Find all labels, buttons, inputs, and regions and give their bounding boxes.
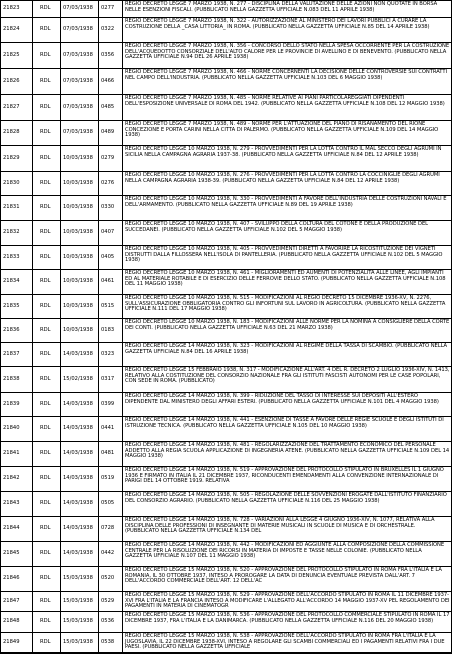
cell-text xyxy=(123,69,452,94)
type-text: RDL xyxy=(40,326,51,333)
cell-text xyxy=(123,567,452,591)
page-text: 0536 xyxy=(101,618,115,625)
text-text: REGIO DECRETO LEGGE 10 MARZO 1938, N. 279 - PROVVEDIMENTI PER LA LOTTA CONTRO IL MAL SECCO DEGLI AGRUMI IN SICILIA NELLA CAMPAGNA AGRARIA 1937-38. (PUBBLICATO NELLA GAZZETTA UFFICIALE N.84 DEL 12 APRILE 1938) xyxy=(125,146,442,158)
cell-num xyxy=(0,343,33,366)
text-text: REGIO DECRETO LEGGE 15 MARZO 1938, N. 538 - APPROVAZIONE DELL'ACCORDO STIPULATO IN ROMA FRA L'ITALIA E LA JUGOSLAVIA, IL 22 DICEMBRE 1938-XVI, INTESO A REGOLARE GLI SCAMBI COMMERCIALI ED I PAGAMENTI RELATIVI FRA I DUE PAESI. (PUBBLICATO NELLA GAZZETTA UFFICIALE xyxy=(125,633,445,651)
cell-num xyxy=(0,442,33,466)
cell-text xyxy=(123,95,452,120)
num-text: 21834 xyxy=(3,278,20,285)
page-text: 0505 xyxy=(101,500,115,507)
date-text: 10/03/1938 xyxy=(63,302,93,309)
cell-text xyxy=(123,343,452,366)
cell-num xyxy=(0,517,33,541)
cell-type xyxy=(33,592,61,611)
cell-page xyxy=(99,612,123,632)
date-text: 14/03/1938 xyxy=(63,475,93,482)
page-text: 0183 xyxy=(101,326,115,333)
cell-num xyxy=(0,1,33,17)
cell-date xyxy=(61,517,99,541)
table-row xyxy=(0,441,452,466)
num-text: 21843 xyxy=(3,500,20,507)
cell-date xyxy=(61,221,99,245)
table-row xyxy=(0,491,452,516)
date-text: 15/03/1938 xyxy=(63,597,93,604)
cell-page xyxy=(99,69,123,94)
num-text: 21848 xyxy=(3,618,20,625)
page-text: 0485 xyxy=(101,103,115,110)
cell-page xyxy=(99,270,123,294)
cell-date xyxy=(61,69,99,94)
cell-date xyxy=(61,492,99,516)
cell-type xyxy=(33,567,61,591)
cell-text xyxy=(123,172,452,195)
cell-num xyxy=(0,221,33,245)
table-row xyxy=(0,392,452,416)
cell-num xyxy=(0,633,33,652)
text-text: REGIO DECRETO LEGGE 7 MARZO 1938, N. 356 - CONCORSO DELLO STATO NELLA SPESA OCCORRENTE PER LA COSTRUZIONE DELL'ACQUEDOTTO CONSORZIALE DELL'ALTO CALORE PER LE PROVINCIE DI AVELLINO E DI BENEVENTO. (PUBBLICATO NELLA GAZZETTA UFFICIALE N.94 DEL 26 APRILE 1938) xyxy=(125,43,450,61)
page-text: 0515 xyxy=(101,302,115,309)
page-text: 0407 xyxy=(101,229,115,236)
cell-num xyxy=(0,467,33,491)
date-text: 10/03/1938 xyxy=(63,179,93,186)
cell-page xyxy=(99,295,123,318)
cell-text xyxy=(123,196,452,220)
cell-type xyxy=(33,172,61,195)
cell-type xyxy=(33,467,61,491)
text-text: REGIO DECRETO LEGGE 10 MARZO 1938, N. 330 - PROVVEDIMENTI A FAVORE DELL'INDUSTRIA DELLE COSTRUZIONI NAVALI E DELL'ARMAMENTO. (PUBBLICATO NELLA GAZZETTA UFFICIALE N.89 DEL 19 APRILE 1938) xyxy=(125,196,447,208)
cell-type xyxy=(33,367,61,392)
text-text: REGIO DECRETO LEGGE 14 MARZO 1938, N. 399 - RIDUZIONE DEL TASSO DI INTERESSE SUI DEPOSITI ALL'ESTERO DIPENDENTE DAL MINISTERO DEGLI AFFARI ESTERI. (PUBBLICATO NELLA GAZZETTA UFFICIALE N.101 DEL 4 MAGGIO 1938) xyxy=(125,393,439,405)
cell-type xyxy=(33,18,61,42)
cell-page xyxy=(99,417,123,441)
cell-type xyxy=(33,69,61,94)
page-text: 0399 xyxy=(101,400,115,407)
text-text: REGIO DECRETO LEGGE 14 MARZO 1938, N. 505 - REGOLAZIONE DELLE SOVVENZIONI EROGATE DALL'ISTITUTO FINANZIARIO DEL CONSORZIO AGRARIO. (PUBBLICATO NELLA GAZZETTA UFFICIALE N.116 DEL 25 MAGGIO 1938) xyxy=(125,492,447,504)
page-text: 0538 xyxy=(101,638,115,645)
cell-text xyxy=(123,492,452,516)
cell-date xyxy=(61,95,99,120)
table-row xyxy=(0,591,452,611)
page-text: 0322 xyxy=(101,26,115,33)
cell-date xyxy=(61,567,99,591)
table-row xyxy=(0,245,452,269)
date-text: 07/03/1938 xyxy=(63,26,93,33)
table-row xyxy=(0,120,452,145)
date-text: 14/03/1938 xyxy=(63,450,93,457)
table-row xyxy=(0,171,452,195)
num-text: 21825 xyxy=(3,51,20,58)
cell-text xyxy=(123,393,452,416)
table-row xyxy=(0,632,452,652)
table-row xyxy=(0,195,452,220)
date-text: 10/03/1938 xyxy=(63,278,93,285)
num-text: 21846 xyxy=(3,575,20,582)
num-text: 21837 xyxy=(3,350,20,357)
cell-page xyxy=(99,221,123,245)
cell-num xyxy=(0,146,33,171)
cell-type xyxy=(33,221,61,245)
num-text: 21828 xyxy=(3,129,20,136)
cell-type xyxy=(33,196,61,220)
cell-date xyxy=(61,319,99,342)
cell-type xyxy=(33,295,61,318)
cell-type xyxy=(33,43,61,68)
table-row xyxy=(0,220,452,245)
cell-type xyxy=(33,542,61,566)
type-text: RDL xyxy=(40,350,51,357)
cell-date xyxy=(61,367,99,392)
text-text: REGIO DECRETO LEGGE 7 MARZO 1938, N. 489 - NORME PER L'ATTUAZIONE DEL PIANO DI RISANAMENTO DEL RIONE CONCEZIONE E PORTA CARINI NELLA CITTA DI PALERMO. (PUBBLICATO NELLA GAZZETTA UFFICIALE N.109 DEL 14 MAGGIO 1938) xyxy=(125,121,439,139)
num-text: 21840 xyxy=(3,425,20,432)
num-text: 21826 xyxy=(3,77,20,84)
cell-type xyxy=(33,612,61,632)
cell-date xyxy=(61,612,99,632)
cell-date xyxy=(61,246,99,269)
cell-num xyxy=(0,246,33,269)
cell-num xyxy=(0,567,33,591)
text-text: REGIO DECRETO LEGGE 15 MARZO 1938, N. 529 - APPROVAZIONE DELL'ACCORDO STIPULATO IN ROMA IL 11 DICEMBRE 1937-XVI FRA L'ITALIA E LA FRANCIA INTESO A MODIFICARE L'ALLEGATO ALL'ACCORDO 14 MAGGIO 1937-XV PEL REGOLAMENTO DEI PAGAMENTI IN MATERIA DI CINEMATOGR xyxy=(125,592,450,610)
cell-date xyxy=(61,172,99,195)
cell-page xyxy=(99,1,123,17)
table-row xyxy=(0,416,452,441)
date-text: 14/03/1938 xyxy=(63,400,93,407)
table-row xyxy=(0,94,452,120)
type-text: RDL xyxy=(40,77,51,84)
cell-text xyxy=(123,612,452,632)
type-text: RDL xyxy=(40,179,51,186)
type-text: RDL xyxy=(40,103,51,110)
page-text: 0279 xyxy=(101,154,115,161)
cell-date xyxy=(61,442,99,466)
cell-page xyxy=(99,467,123,491)
cell-text xyxy=(123,367,452,392)
type-text: RDL xyxy=(40,425,51,432)
page-text: 0441 xyxy=(101,425,115,432)
cell-date xyxy=(61,121,99,145)
table-row xyxy=(0,566,452,591)
cell-page xyxy=(99,367,123,392)
cell-page xyxy=(99,343,123,366)
cell-page xyxy=(99,246,123,269)
cell-date xyxy=(61,592,99,611)
cell-type xyxy=(33,343,61,366)
type-text: RDL xyxy=(40,597,51,604)
cell-text xyxy=(123,319,452,342)
cell-num xyxy=(0,270,33,294)
page-text: 0529 xyxy=(101,597,115,604)
date-text: 10/03/1938 xyxy=(63,253,93,260)
cell-num xyxy=(0,367,33,392)
page-text: 0489 xyxy=(101,129,115,136)
cell-num xyxy=(0,612,33,632)
cell-num xyxy=(0,295,33,318)
page-text: 0277 xyxy=(101,5,115,12)
page-text: 0356 xyxy=(101,51,115,58)
cell-page xyxy=(99,95,123,120)
table-row xyxy=(0,145,452,171)
cell-page xyxy=(99,43,123,68)
num-text: 21844 xyxy=(3,525,20,532)
cell-page xyxy=(99,393,123,416)
text-text: REGIO DECRETO LEGGE 10 MARZO 1938, N. 183 - MODIFICAZIONI ALLE NORME PER LA NOMINA A CONSIGLIERE DELLA CORTE DEI CONTI. (PUBBLICATO NELLA GAZZETTA UFFICIALE N.63 DEL 21 MARZO 1938) xyxy=(125,319,450,331)
date-text: 14/03/1938 xyxy=(63,550,93,557)
type-text: RDL xyxy=(40,618,51,625)
type-text: RDL xyxy=(40,302,51,309)
cell-date xyxy=(61,393,99,416)
table-row xyxy=(0,516,452,541)
cell-type xyxy=(33,146,61,171)
type-text: RDL xyxy=(40,5,51,12)
text-text: REGIO DECRETO LEGGE 15 MARZO 1938, N. 520 - APPROVAZIONE DEL PROTOCOLLO STIPULATO IN ROMA FRA L'ITALIA E LA ROMANIA, IL 30 OTTOBRE 1937, INTESO A PROROGARE LA DATA DI DENUNCIA EVENTUALE PREVISTA DALL'ART. 7 DELL'ACCORDO COMMERCIALE DELL'ART. 12 DELL'AC xyxy=(125,567,442,585)
date-text: 07/03/1938 xyxy=(63,51,93,58)
text-text: REGIO DECRETO LEGGE 7 MARZO 1938, N. 485 - NORME RELATIVE AI PIANI PARTICOLAREGGIATI DIPENDENTI DELL'ESPOSIZIONE UNIVERSALE DI ROMA DEL 1942. (PUBBLICATO NELLA GAZZETTA UFFICIALE N.108 DEL 12 MAGGIO 1938) xyxy=(125,95,445,107)
cell-text xyxy=(123,146,452,171)
cell-text xyxy=(123,270,452,294)
cell-text xyxy=(123,246,452,269)
text-text: REGIO DECRETO LEGGE 10 MARZO 1938, N. 405 - PROVVEDIMENTI DIRETTI A FAVORIRE LA RICOSTITUZIONE DEI VIGNETI DISTRUTTI DALLA FILLOSSERA NELL'ISOLA DI PANTELLERIA. (PUBBLICATO NELLA GAZZETTA UFFICIALE N.102 DEL 5 MAGGIO 1938) xyxy=(125,246,443,264)
page-text: 0520 xyxy=(101,575,115,582)
cell-num xyxy=(0,121,33,145)
cell-type xyxy=(33,270,61,294)
type-text: RDL xyxy=(40,204,51,211)
cell-type xyxy=(33,492,61,516)
cell-page xyxy=(99,319,123,342)
cell-num xyxy=(0,18,33,42)
num-text: 21841 xyxy=(3,450,20,457)
table-row xyxy=(0,0,452,17)
date-text: 07/03/1938 xyxy=(63,103,93,110)
cell-num xyxy=(0,95,33,120)
date-text: 14/03/1938 xyxy=(63,350,93,357)
text-text: REGIO DECRETO LEGGE 10 MARZO 1938, N. 461 - MIGLIORAMENTI ED AUMENTI DI POTENZIALITA ALLE LINEE, AGLI IMPIANTI ED AL MATERIALE ROTABILE E DI ESERCIZIO DELLE FERROVIE DELLO STATO. (PUBBLICATO NELLA GAZZETTA UFFICIALE N.108 DEL 11 MAGGIO 1938) xyxy=(125,270,446,288)
date-text: 14/03/1938 xyxy=(63,525,93,532)
cell-page xyxy=(99,592,123,611)
page-text: 0330 xyxy=(101,204,115,211)
cell-page xyxy=(99,196,123,220)
num-text: 21838 xyxy=(3,375,20,382)
cell-date xyxy=(61,1,99,17)
text-text: REGIO DECRETO LEGGE 10 MARZO 1938, N. 276 - PROVVEDIMENTI PER LA LOTTA CONTRO LA COCCINIGLIE DEGLI AGRUMI NELLA CAMPAGNA AGRARIA 1938-39. (PUBBLICATO NELLA GAZZETTA UFFICIALE N.84 DEL 12 APRILE 1938) xyxy=(125,172,440,184)
num-text: 21842 xyxy=(3,475,20,482)
type-text: RDL xyxy=(40,525,51,532)
cell-type xyxy=(33,393,61,416)
date-text: 10/03/1938 xyxy=(63,229,93,236)
cell-date xyxy=(61,417,99,441)
type-text: RDL xyxy=(40,575,51,582)
num-text: 21830 xyxy=(3,179,20,186)
table-row xyxy=(0,342,452,366)
page-text: 0728 xyxy=(101,525,115,532)
table-row xyxy=(0,466,452,491)
cell-page xyxy=(99,567,123,591)
date-text: 10/03/1938 xyxy=(63,154,93,161)
num-text: 21839 xyxy=(3,400,20,407)
type-text: RDL xyxy=(40,229,51,236)
cell-num xyxy=(0,592,33,611)
num-text: 21849 xyxy=(3,638,20,645)
cell-num xyxy=(0,542,33,566)
text-text: REGIO DECRETO LEGGE 14 MARZO 1938, N. 519 - APPROVAZIONE DEL PROTOCOLLO STIPULATO IN BRUXELLES IL 1 GIUGNO 1936 E FIRMATO IN ITALIA IL 21 DICEMBRE 1937, RICONDUCENTI EMENDAMENTI ALLA CONVENZIONE INTERNAZIONALE DI PARIGI DEL 14 OTTOBRE 1919. RELATIVA xyxy=(125,467,444,485)
page-text: 0317 xyxy=(101,375,115,382)
num-text: 21823 xyxy=(3,5,20,12)
cell-text xyxy=(123,633,452,652)
table-row xyxy=(0,541,452,566)
cell-type xyxy=(33,417,61,441)
cell-date xyxy=(61,633,99,652)
num-text: 21836 xyxy=(3,326,20,333)
cell-date xyxy=(61,343,99,366)
num-text: 21827 xyxy=(3,103,20,110)
text-text: REGIO DECRETO LEGGE 7 MARZO 1938, N. 322 - AUTORIZZAZIONE AL MINISTERO DEI LAVORI PUBBLICI A CURARE LA COSTRUZIONE DELLA _CASA LITTORIA_ IN ROMA. (PUBBLICATO NELLA GAZZETTA UFFICIALE N.85 DEL 14 APRILE 1938) xyxy=(125,18,430,30)
table-row xyxy=(0,611,452,632)
cell-date xyxy=(61,43,99,68)
page-text: 0276 xyxy=(101,179,115,186)
type-text: RDL xyxy=(40,154,51,161)
date-text: 10/03/1938 xyxy=(63,326,93,333)
text-text: REGIO DECRETO LEGGE 15 MARZO 1938, N. 536 - APPROVAZIONE DEL PROTOCOLLO COMMERCIALE STIPULATO IN ROMA IL 17 DICEMBRE 1937, FRA L'ITALIA E LA DANIMARCA. (PUBBLICATO NELLA GAZZETTA UFFICIALE N.116 DEL 20 MAGGIO 1938) xyxy=(125,612,450,624)
cell-text xyxy=(123,221,452,245)
cell-page xyxy=(99,492,123,516)
cell-num xyxy=(0,319,33,342)
type-text: RDL xyxy=(40,475,51,482)
date-text: 15/03/1938 xyxy=(63,638,93,645)
num-text: 21835 xyxy=(3,302,20,309)
cell-date xyxy=(61,270,99,294)
text-text: REGIO DECRETO LEGGE 7 MARZO 1938, N. 277 - DISCIPLINA DELLA VALUTAZIONE DELLE AZIONI NON QUOTATE IN BORSA NELLE ESENZIONI FISCALI. (PUBBLICATO NELLA GAZZETTA UFFICIALE N.083 DEL 11 APRILE 1938) xyxy=(125,1,438,13)
text-text: REGIO DECRETO LEGGE 10 MARZO 1938, N. 407 - SVILUPPO DELLA COLTURA DEL COTONE E DELLA PRODUZIONE DEL SUCCEDANEI. (PUBBLICATO NELLA GAZZETTA UFFICIALE N.102 DEL 5 MAGGIO 1938) xyxy=(125,221,429,233)
page-text: 0323 xyxy=(101,350,115,357)
date-text: 15/03/1938 xyxy=(63,575,93,582)
date-text: 07/03/1938 xyxy=(63,5,93,12)
num-text: 21847 xyxy=(3,597,20,604)
text-text: REGIO DECRETO LEGGE 14 MARZO 1938, N. 442 - MODIFICAZIONI ED AGGIUNTE ALLA COMPOSIZIONE DELLA COMMISSIONE CENTRALE PER LA RISOLUZIONE DEI RICORSI IN MATERIA DI IMPOSTE E TASSE NELLE COLONIE. (PUBBLICATO NELLA GAZZETTA UFFICIALE N.107 DEL 11 MAGGIO 1938) xyxy=(125,542,445,560)
cell-text xyxy=(123,467,452,491)
cell-num xyxy=(0,492,33,516)
cell-text xyxy=(123,121,452,145)
cell-num xyxy=(0,196,33,220)
num-text: 21832 xyxy=(3,229,20,236)
cell-num xyxy=(0,172,33,195)
page-text: 0405 xyxy=(101,253,115,260)
page-text: 0519 xyxy=(101,475,115,482)
page-text: 0461 xyxy=(101,278,115,285)
cell-type xyxy=(33,95,61,120)
text-text: REGIO DECRETO LEGGE 15 FEBBRAIO 1938, N. 317 - MODIFICAZIONE ALL'ART. 4 DEL R. DECRETO 2 LUGLIO 1936-XIV, N. 1413, RELATIVO ALLA COSTITUZIONE DEL CONSORZIO NAZIONALE FRA GLI ISTITUTI FASCISTI AUTONOMI PER LE CASE POPOLARI, CON SEDE IN ROMA. (PUBBLICATO) xyxy=(125,367,450,385)
cell-page xyxy=(99,517,123,541)
cell-page xyxy=(99,121,123,145)
cell-page xyxy=(99,18,123,42)
cell-text xyxy=(123,1,452,17)
type-text: RDL xyxy=(40,550,51,557)
cell-page xyxy=(99,542,123,566)
text-text: REGIO DECRETO LEGGE 7 MARZO 1938, N. 466 - NORME CONCERNENTI LA DECISIONE DELLE CONTROVERSIE SUI CONTRATTI NEL CAMPO DELL'INDUSTRIA. (PUBBLICATO NELLA GAZZETTA UFFICIALE N.103 DEL 6 MAGGIO 1938) xyxy=(125,69,447,81)
type-text: RDL xyxy=(40,375,51,382)
cell-date xyxy=(61,146,99,171)
type-text: RDL xyxy=(40,450,51,457)
page-text: 0466 xyxy=(101,77,115,84)
text-text: REGIO DECRETO LEGGE 10 MARZO 1938, N. 515 - MODIFICAZIONI AL REGIO DECRETO 15 DICEMBRE 1936-XV, N. 2276, SULL'ASSICURAZIONE OBBLIGATORIA CONTRO GLI INFORTUNI SUL LAVORO IN AGRICOLTURA. (PUBBLICATO NELLA GAZZETTA UFFICIALE N.111 DEL 17 MAGGIO 1938) xyxy=(125,295,446,313)
cell-text xyxy=(123,417,452,441)
cell-type xyxy=(33,633,61,652)
type-text: RDL xyxy=(40,129,51,136)
table-row xyxy=(0,68,452,94)
num-text: 21829 xyxy=(3,154,20,161)
cell-type xyxy=(33,319,61,342)
cell-date xyxy=(61,467,99,491)
cell-text xyxy=(123,592,452,611)
num-text: 21831 xyxy=(3,204,20,211)
cell-date xyxy=(61,542,99,566)
table-row xyxy=(0,366,452,392)
cell-type xyxy=(33,121,61,145)
table-row xyxy=(0,17,452,42)
num-text: 21845 xyxy=(3,550,20,557)
cell-type xyxy=(33,517,61,541)
cell-text xyxy=(123,442,452,466)
page-text: 0481 xyxy=(101,450,115,457)
num-text: 21833 xyxy=(3,253,20,260)
table-row xyxy=(0,318,452,342)
cell-date xyxy=(61,295,99,318)
cell-page xyxy=(99,442,123,466)
table-row xyxy=(0,269,452,294)
cell-type xyxy=(33,246,61,269)
date-text: 10/03/1938 xyxy=(63,204,93,211)
text-text: REGIO DECRETO LEGGE 14 MARZO 1938, N. 728 - VARIAZIONI ALLA LEGGE 4 GIUGNO 1936-XIV, N. 1077, RELATIVA ALLA DISCIPLINA DELLE PROFESSIONI DI INSEGNANTE DI MATERIE MUSICALI IN SCUOLE DI MUSICA E DI ORCHESTRALE. (PUBBLICATO NELLA GAZZETTA UFFICIALE N.134 DEL xyxy=(125,517,435,535)
cell-type xyxy=(33,1,61,17)
date-text: 14/03/1938 xyxy=(63,500,93,507)
cell-text xyxy=(123,542,452,566)
text-text: REGIO DECRETO LEGGE 14 MARZO 1938, N. 323 - MODIFICAZIONI AL REGIME DELLA TASSA DI SCAMBIO. (PUBBLICATO NELLA GAZZETTA UFFICIALE N.84 DEL 16 APRILE 1938) xyxy=(125,343,448,355)
type-text: RDL xyxy=(40,400,51,407)
cell-num xyxy=(0,69,33,94)
type-text: RDL xyxy=(40,26,51,33)
cell-text xyxy=(123,517,452,541)
cell-page xyxy=(99,146,123,171)
text-text: REGIO DECRETO LEGGE 14 MARZO 1938, N. 441 - ESENZIONE DI TASSE A FAVORE DELLE REGIE SCUOLE E DEGLI ISTITUTI DI ISTRUZIONE TECNICA. (PUBBLICATO NELLA GAZZETTA UFFICIALE N.105 DEL 10 MAGGIO 1938) xyxy=(125,417,444,429)
cell-date xyxy=(61,196,99,220)
cell-page xyxy=(99,172,123,195)
page-text: 0442 xyxy=(101,550,115,557)
cell-num xyxy=(0,417,33,441)
type-text: RDL xyxy=(40,500,51,507)
date-text: 15/03/1938 xyxy=(63,618,93,625)
cell-text xyxy=(123,18,452,42)
type-text: RDL xyxy=(40,253,51,260)
cell-num xyxy=(0,393,33,416)
table-row xyxy=(0,42,452,68)
table-row xyxy=(0,294,452,318)
cell-text xyxy=(123,295,452,318)
type-text: RDL xyxy=(40,638,51,645)
type-text: RDL xyxy=(40,278,51,285)
cell-text xyxy=(123,43,452,68)
cell-type xyxy=(33,442,61,466)
date-text: 14/03/1938 xyxy=(63,425,93,432)
text-text: REGIO DECRETO LEGGE 14 MARZO 1938, N. 481 - REGOLARIZZAZIONE DEL TRATTAMENTO ECONOMICO DEL PERSONALE ADDETTO ALLA REGIA SCUOLA APPLICAZIONE DI INGEGNERIA ATENE. (PUBBLICATO NELLA GAZZETTA UFFICIALE N.109 DEL 14 MAGGIO 1938) xyxy=(125,442,450,460)
cell-page xyxy=(99,633,123,652)
date-text: 07/03/1938 xyxy=(63,129,93,136)
date-text: 07/03/1938 xyxy=(63,77,93,84)
cell-num xyxy=(0,43,33,68)
type-text: RDL xyxy=(40,51,51,58)
num-text: 21824 xyxy=(3,26,20,33)
cell-date xyxy=(61,18,99,42)
date-text: 15/02/1938 xyxy=(63,375,93,382)
